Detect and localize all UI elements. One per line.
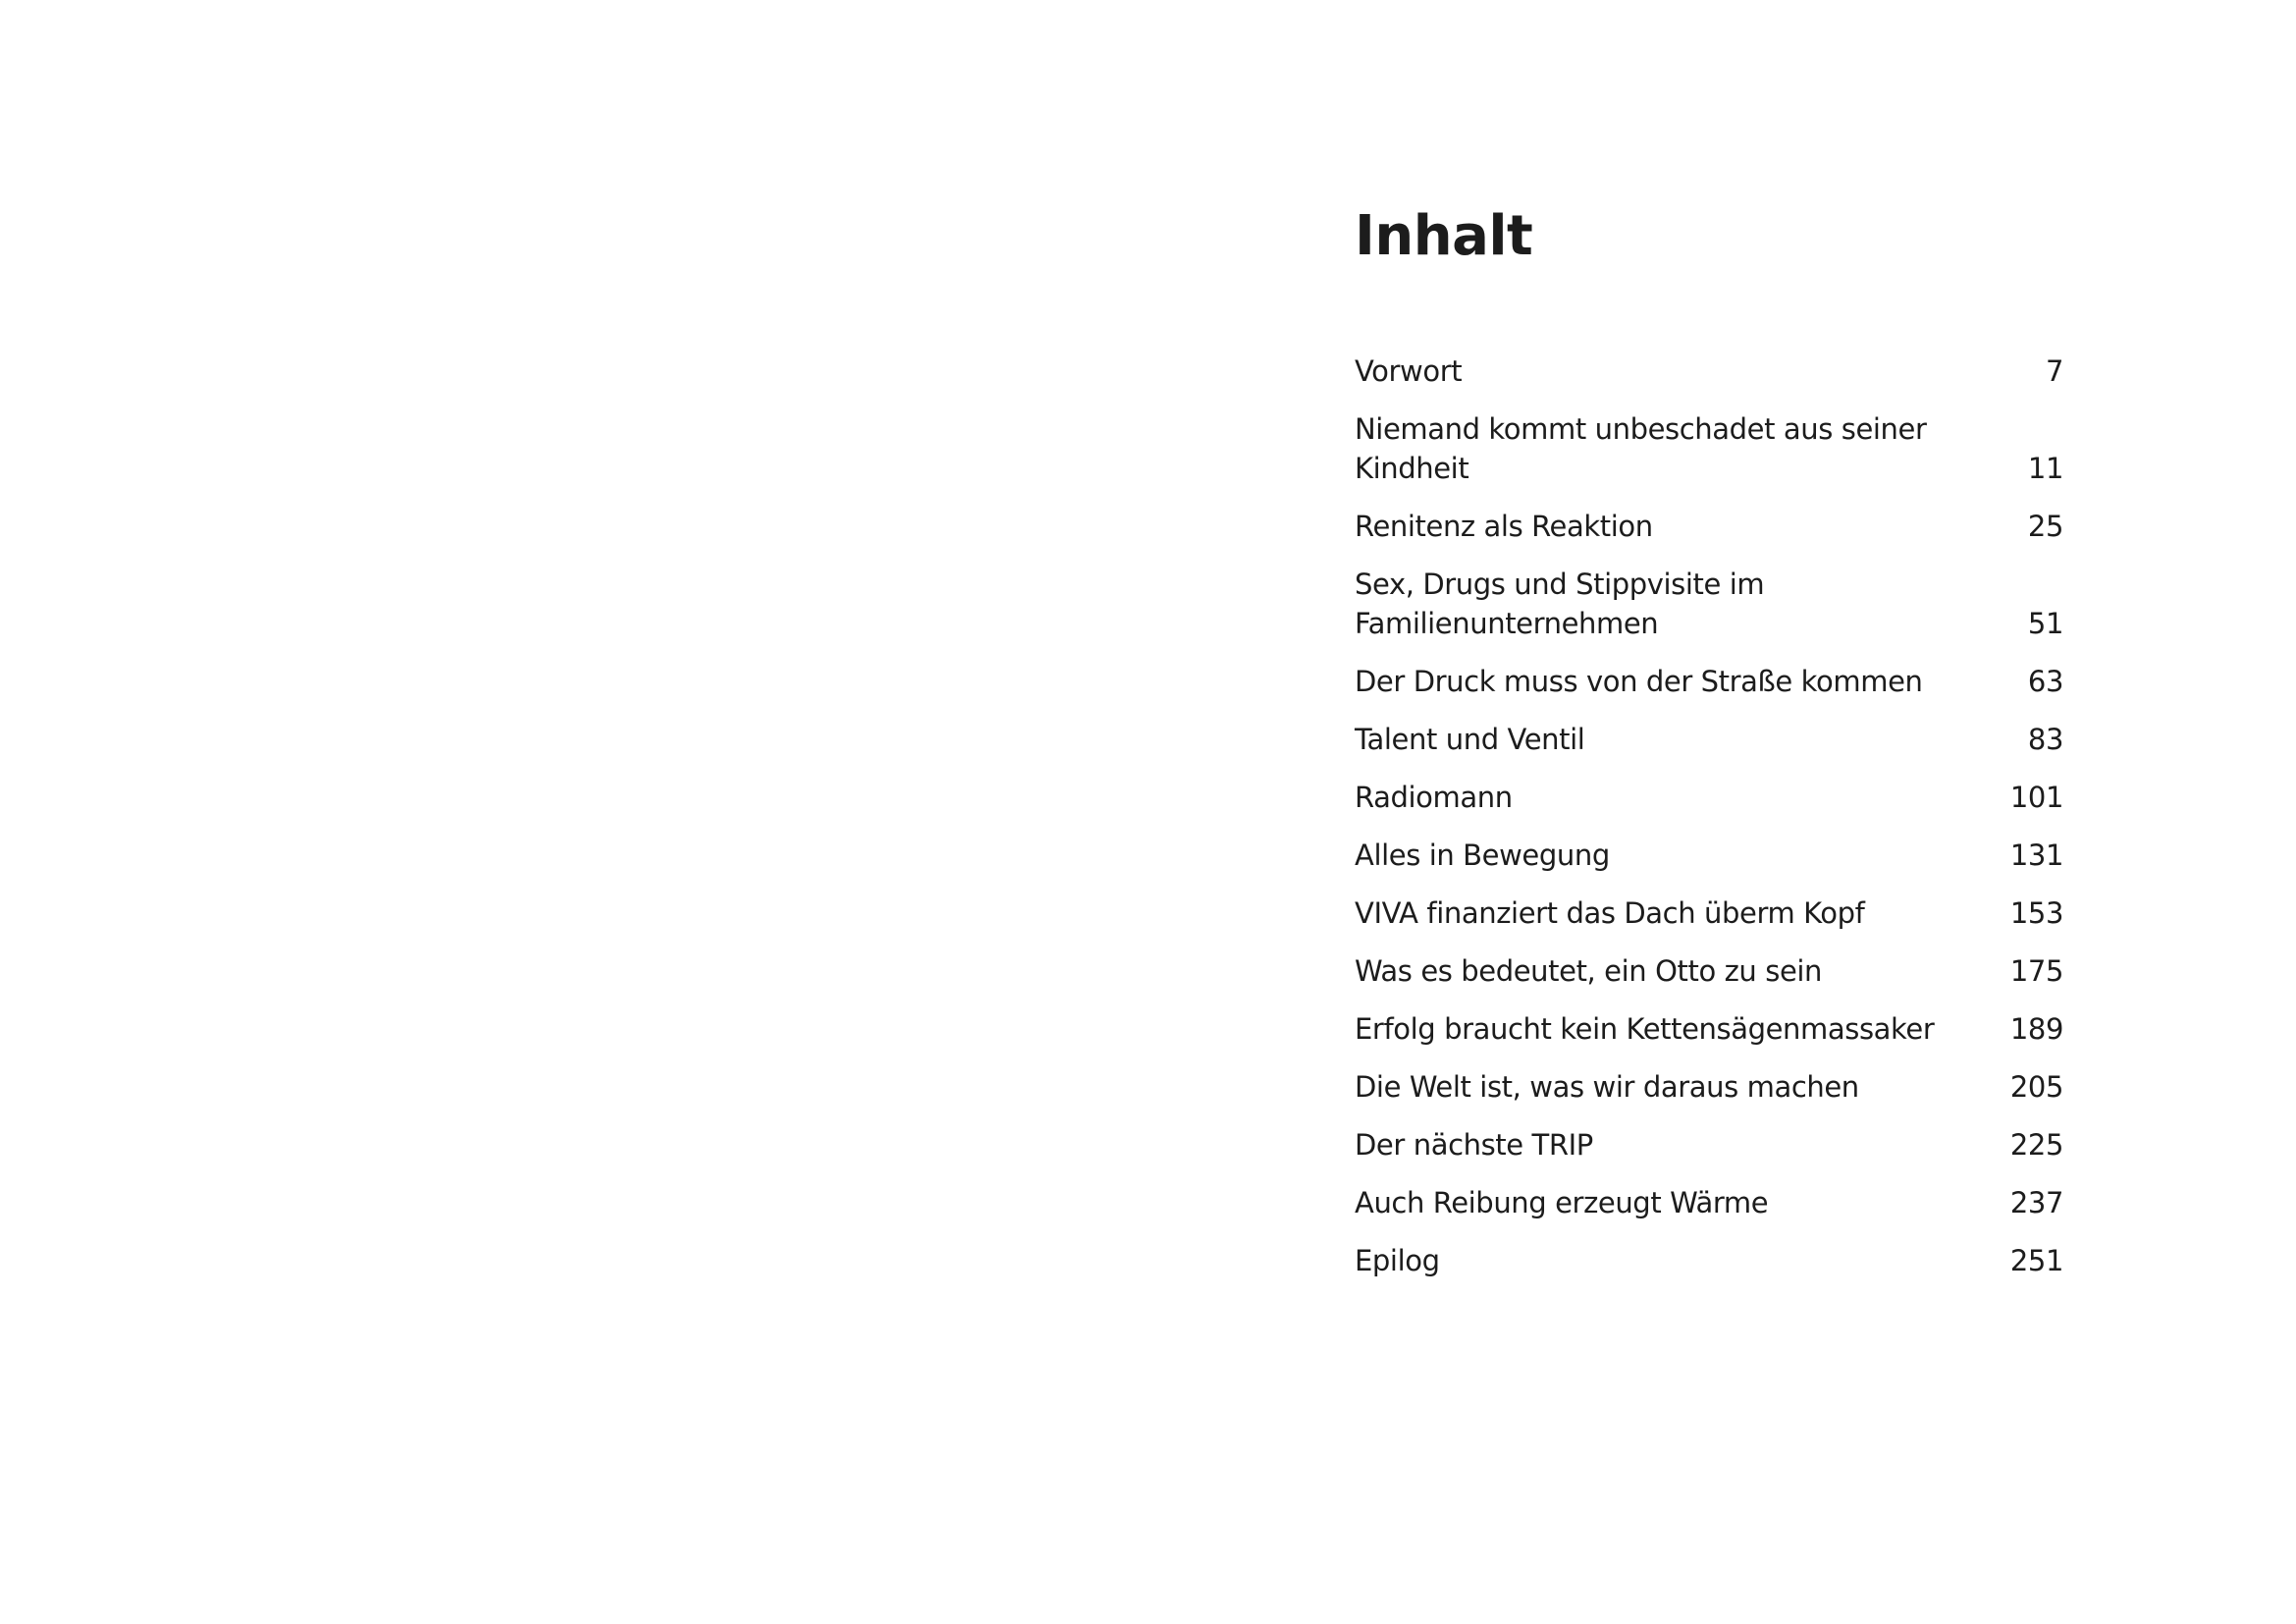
toc-entry-page-number: 7 (2045, 354, 2063, 388)
toc-heading: Inhalt (1355, 204, 1533, 268)
toc-entry-title: Talent und Ventil (1355, 723, 1585, 756)
toc-entry (1355, 1009, 2063, 1049)
toc-entry-title: Renitenz als Reaktion (1355, 510, 1653, 543)
toc-entry-title: Epilog (1355, 1244, 1440, 1277)
toc-entry-page-number: 131 (2009, 839, 2063, 872)
toc-entry (1355, 778, 2063, 817)
toc-entry-title: Auch Reibung erzeugt Wärme (1355, 1186, 1769, 1219)
toc-entry-page-number: 251 (2009, 1244, 2063, 1277)
toc-entry-page-number: 175 (2009, 954, 2063, 988)
toc-entry-page-number: 83 (2027, 723, 2063, 756)
toc-entry-title: Der Druck muss von der Straße kommen (1355, 665, 1923, 698)
toc-entry-title: Sex, Drugs und Stippvisite im Familienunternehmen (1355, 568, 1765, 640)
toc-entry-title: Niemand kommt unbeschadet aus seiner Kindheit (1355, 412, 1927, 485)
toc-entry (1355, 1067, 2063, 1107)
toc-entry (1355, 662, 2063, 701)
toc-entry-title: Vorwort (1355, 354, 1463, 388)
toc-entry (1355, 565, 2063, 643)
toc-entry-title: Alles in Bewegung (1355, 839, 1610, 872)
toc-entry-page-number: 51 (2027, 607, 2063, 640)
toc-entry-page-number: 225 (2009, 1128, 2063, 1162)
toc-entry-title: Der nächste TRIP (1355, 1128, 1593, 1162)
toc-entry-page-number: 11 (2027, 452, 2063, 485)
toc-entry-title: Was es bedeutet, ein Otto zu sein (1355, 954, 1823, 988)
toc-entry (1355, 409, 2063, 488)
toc-entry-title: Die Welt ist, was wir daraus machen (1355, 1070, 1859, 1104)
toc-entry (1355, 352, 2063, 391)
toc-entry (1355, 836, 2063, 875)
toc-entry (1355, 1125, 2063, 1164)
toc-entry (1355, 720, 2063, 759)
toc-entry-title: Radiomann (1355, 781, 1513, 814)
toc-entry-title: Erfolg braucht kein Kettensägenmassaker (1355, 1012, 1935, 1046)
toc-entry-page-number: 189 (2009, 1012, 2063, 1046)
toc-entry-page-number: 237 (2009, 1186, 2063, 1219)
toc-entry (1355, 893, 2063, 933)
toc-entry (1355, 1241, 2063, 1280)
toc-entry-page-number: 205 (2009, 1070, 2063, 1104)
toc-entry (1355, 951, 2063, 991)
toc-entry-page-number: 25 (2027, 510, 2063, 543)
right-page-table-of-contents (1148, 0, 2296, 1624)
toc-entry-page-number: 153 (2009, 896, 2063, 930)
toc-entry-page-number: 101 (2009, 781, 2063, 814)
toc-entry-page-number: 63 (2027, 665, 2063, 698)
toc-entry-title: VIVA finanziert das Dach überm Kopf (1355, 896, 1865, 930)
toc-entry (1355, 1183, 2063, 1222)
toc-list (1355, 352, 2063, 1299)
toc-entry (1355, 507, 2063, 546)
